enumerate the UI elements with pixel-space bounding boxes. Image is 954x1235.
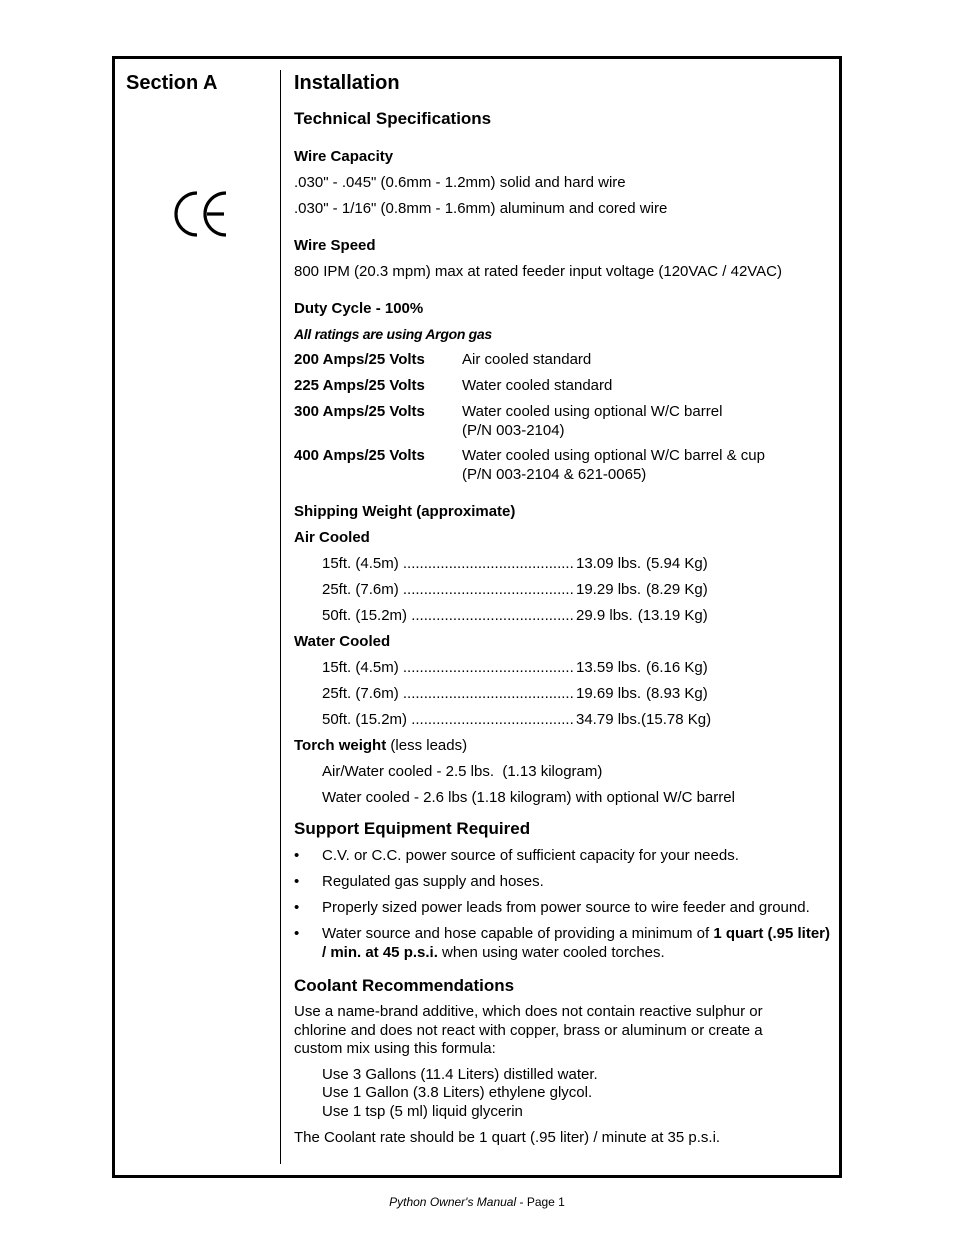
- ce-mark-icon: [171, 189, 231, 239]
- weight-kg: (15.78 Kg): [641, 711, 712, 728]
- manual-name: Python Owner's Manual: [389, 1195, 517, 1209]
- rating-part-number: (P/N 003-2104): [462, 422, 565, 439]
- page-number: - Page 1: [516, 1195, 565, 1209]
- list-item: [294, 898, 834, 917]
- weight-kg: (6.16 Kg): [646, 659, 708, 676]
- rating-desc: Water cooled using optional W/C barrel & cup: [462, 447, 765, 464]
- rating-row: [294, 376, 834, 395]
- weight-length: 25ft. (7.6m) .....: [322, 580, 574, 599]
- list-item-text: Properly sized power leads from power source to wire feeder and ground.: [322, 899, 810, 916]
- bullet: •: [294, 899, 300, 916]
- rating-row: [294, 446, 834, 484]
- water-cooled-heading: Water Cooled: [294, 633, 391, 650]
- rating-part-number: (P/N 003-2104 & 621-0065): [462, 466, 647, 483]
- wire-speed-text: 800 IPM (20.3 mpm) max at rated feeder input voltage (120VAC / 42VAC): [294, 263, 783, 280]
- weight-row: [294, 554, 834, 573]
- weight-row: [294, 606, 834, 625]
- weight-length: 25ft. (7.6m) .....: [322, 684, 574, 703]
- weight-lbs: 29.9 lbs.: [576, 607, 633, 624]
- support-heading: Support Equipment Required: [294, 819, 531, 838]
- page-footer: [0, 1195, 954, 1210]
- shipping-heading: Shipping Weight (approximate): [294, 503, 516, 520]
- rating-row: [294, 350, 834, 369]
- weight-length: 50ft. (15.2m) .....: [322, 710, 574, 729]
- weight-row: [294, 710, 834, 729]
- list-item-text: [322, 924, 834, 962]
- rating-label: 300 Amps/25 Volts: [294, 403, 425, 420]
- rating-row: [294, 402, 834, 440]
- wire-capacity-line: .030" - .045" (0.6mm - 1.2mm) solid and hard wire: [294, 174, 626, 191]
- main-content: [294, 70, 834, 1147]
- rating-label: 200 Amps/25 Volts: [294, 351, 425, 368]
- wire-capacity-line: .030" - 1/16" (0.8mm - 1.6mm) aluminum and cored wire: [294, 200, 668, 217]
- duty-cycle-heading: Duty Cycle - 100%: [294, 300, 424, 317]
- rating-desc: Air cooled standard: [462, 351, 592, 368]
- weight-row: [294, 684, 834, 703]
- water-item-end: when using water cooled torches.: [437, 944, 665, 961]
- weight-kg: (13.19 Kg): [637, 607, 708, 624]
- weight-length: 15ft. (4.5m) .....: [322, 658, 574, 677]
- water-item-flow-rate: 1 quart (.95 liter) / min. at 45 p.s.i.: [322, 925, 831, 961]
- list-item: [294, 924, 834, 962]
- weight-kg: (5.94 Kg): [646, 555, 708, 572]
- coolant-rate: The Coolant rate should be 1 quart (.95 liter) / minute at 35 p.s.i.: [294, 1129, 721, 1146]
- list-item: [294, 872, 834, 891]
- weight-length: 15ft. (4.5m) .....: [322, 554, 574, 573]
- section-label: Section A: [126, 72, 218, 94]
- water-item-start: Water source and hose capable of providing a minimum of: [322, 925, 714, 942]
- weight-lbs: 34.79 lbs.: [576, 711, 642, 728]
- coolant-formula-line: Use 1 Gallon (3.8 Liters) ethylene glycol.: [322, 1084, 593, 1101]
- weight-length: 50ft. (15.2m) .....: [322, 606, 574, 625]
- weight-lbs: 19.29 lbs.: [576, 581, 642, 598]
- rating-label: 400 Amps/25 Volts: [294, 447, 425, 464]
- wire-speed-heading: Wire Speed: [294, 237, 376, 254]
- list-item: [294, 846, 834, 865]
- weight-lbs: 13.59 lbs.: [576, 659, 642, 676]
- wire-capacity-heading: Wire Capacity: [294, 148, 394, 165]
- tech-specs-heading: Technical Specifications: [294, 109, 492, 128]
- column-divider: [280, 70, 281, 1164]
- coolant-heading: Coolant Recommendations: [294, 976, 515, 995]
- rating-label: 225 Amps/25 Volts: [294, 377, 425, 394]
- weight-lbs: 19.69 lbs.: [576, 685, 642, 702]
- list-item-text: C.V. or C.C. power source of sufficient capacity for your needs.: [322, 847, 739, 864]
- rating-desc: Water cooled standard: [462, 377, 613, 394]
- torch-weight-qualifier: (less leads): [386, 737, 468, 754]
- air-cooled-heading: Air Cooled: [294, 529, 370, 546]
- torch-weight-line: Water cooled - 2.6 lbs (1.18 kilogram) with optional W/C barrel: [322, 789, 735, 806]
- torch-weight-label: Torch weight: [294, 737, 387, 754]
- weight-row: [294, 658, 834, 677]
- coolant-intro: Use a name-brand additive, which does not contain reactive sulphur or chlorine and does not react with copper, brass or aluminum or create a custom mix using this formula:: [294, 1003, 763, 1057]
- page-title: Installation: [294, 72, 400, 94]
- torch-weight-heading: [294, 736, 834, 755]
- coolant-formula-line: Use 3 Gallons (11.4 Liters) distilled water.: [322, 1065, 598, 1083]
- bullet: •: [294, 925, 300, 942]
- bullet: •: [294, 873, 300, 890]
- weight-lbs: 13.09 lbs.: [576, 555, 642, 572]
- torch-weight-line: Air/Water cooled - 2.5 lbs. (1.13 kilogram): [322, 763, 603, 780]
- weight-kg: (8.93 Kg): [646, 685, 708, 702]
- argon-note: All ratings are using Argon gas: [294, 326, 492, 342]
- list-item-text: Regulated gas supply and hoses.: [322, 873, 544, 890]
- coolant-formula-line: Use 1 tsp (5 ml) liquid glycerin: [322, 1102, 523, 1120]
- weight-row: [294, 580, 834, 599]
- bullet: •: [294, 847, 300, 864]
- rating-desc: Water cooled using optional W/C barrel: [462, 403, 723, 420]
- weight-kg: (8.29 Kg): [646, 581, 708, 598]
